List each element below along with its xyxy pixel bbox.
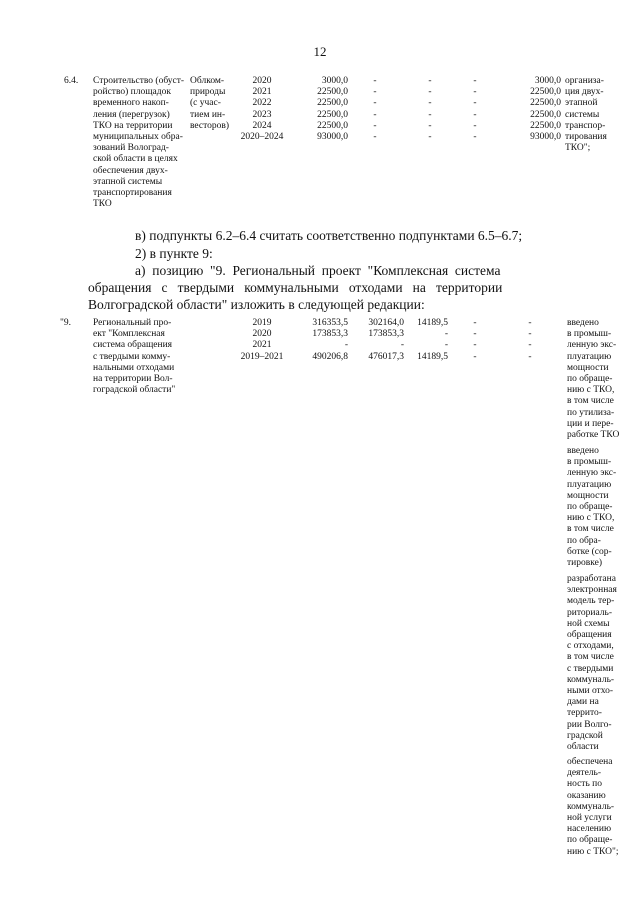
federal-cell: 476017,3 [368, 351, 404, 362]
local-cell: - [473, 351, 477, 362]
federal-cell: 173853,3 [368, 329, 404, 340]
executor-line: весторов) [190, 120, 230, 131]
result-line: нию с ТКО, [567, 385, 615, 396]
result-line: населению [567, 824, 612, 835]
result-line: ленную экс- [567, 468, 617, 479]
year-cell: 2020 [252, 329, 272, 340]
instruction-a-line3: Волгоградской области" изложить в следующей редакции: [88, 297, 425, 312]
row-9-regional [408, 318, 448, 363]
local-cell: - [473, 318, 477, 328]
result-line: организа- [565, 76, 604, 86]
total-cell: 22500,0 [317, 98, 348, 109]
result-line: области [567, 742, 599, 753]
row-6-4-years [236, 76, 288, 143]
executor-line: Облком- [190, 76, 225, 86]
result-line: ной схемы [567, 618, 610, 629]
total-cell: 173853,3 [312, 329, 348, 340]
result-line: ной услуги [567, 813, 612, 824]
name-line: нальными отходами [93, 362, 175, 373]
name-line: временного накоп- [93, 98, 169, 109]
row-6-4-executor [190, 76, 235, 132]
name-line: на территории Вол- [93, 374, 173, 385]
name-line: транспортирования [93, 188, 172, 199]
total-cell: 22500,0 [317, 120, 348, 131]
row-9-result-3 [567, 574, 623, 753]
total-cell: 22500,0 [317, 87, 348, 98]
name-line: Региональный про- [93, 318, 172, 328]
result-line: нию с ТКО"; [567, 846, 619, 857]
row-6-4-total [292, 76, 348, 143]
federal-cell: - [373, 87, 377, 98]
result-line: введено [567, 318, 599, 328]
local-cell: - [473, 120, 477, 131]
name-line: система обращения [93, 340, 173, 351]
federal-cell: - [373, 132, 377, 143]
regional-cell: 14189,5 [417, 351, 448, 362]
row-6-4-federal [360, 76, 390, 143]
local-cell: - [473, 76, 477, 86]
year-cell: 2021 [252, 340, 272, 351]
year-cell: 2019 [252, 318, 272, 328]
total-cell: 22500,0 [317, 109, 348, 120]
result-line: этапной [565, 98, 598, 109]
result-line: ТКО"; [565, 143, 591, 154]
total-cell: 490206,8 [312, 351, 348, 362]
name-line: ект "Комплексная [93, 329, 165, 340]
name-line: Строительство (обуст- [93, 76, 185, 86]
name-line: с твердыми комму- [93, 351, 171, 362]
federal-cell: - [373, 76, 377, 86]
row-9-federal [352, 318, 404, 363]
row-9-extra [515, 318, 545, 363]
result-line: ции и пере- [567, 418, 614, 429]
result-line: коммуналь- [567, 801, 615, 812]
result-line: обращения [567, 630, 612, 641]
federal-cell: - [373, 120, 377, 131]
result-line: оказанию [567, 790, 606, 801]
result-line: по обраще- [567, 374, 613, 385]
result-line: мощности [567, 490, 609, 501]
regional-cell: 14189,5 [417, 318, 448, 328]
result-line: в промыш- [567, 457, 612, 468]
total-cell: 316353,5 [312, 318, 348, 328]
result-line: с отходами, [567, 641, 614, 652]
result-line: по обраще- [567, 835, 613, 846]
regional-cell: - [428, 76, 432, 86]
total-cell: 3000,0 [321, 76, 348, 86]
result-line: тирования [565, 132, 607, 143]
extra-cell: 22500,0 [530, 120, 561, 131]
regional-cell: - [444, 329, 448, 340]
result-line: мощности [567, 362, 609, 373]
result-line: системы [565, 109, 600, 120]
year-cell: 2023 [252, 109, 272, 120]
result-line: в том числе [567, 524, 614, 535]
result-line: градской [567, 730, 603, 741]
executor-line: природы [190, 87, 226, 98]
total-cell: 93000,0 [317, 132, 348, 143]
result-line: ными отхо- [567, 686, 614, 697]
name-line: обеспечения двух- [93, 165, 168, 176]
year-cell: 2020 [252, 76, 272, 86]
regional-cell: - [444, 340, 448, 351]
local-cell: - [473, 340, 477, 351]
year-cell: 2021 [252, 87, 272, 98]
extra-cell: 22500,0 [530, 109, 561, 120]
result-line: по обраще- [567, 502, 613, 513]
row-6-4-name [93, 76, 189, 210]
result-line: деятель- [567, 768, 602, 779]
result-line: в промыш- [567, 329, 612, 340]
name-line: этапной системы [93, 176, 163, 187]
result-line: дами на [567, 697, 599, 708]
result-line: в том числе [567, 396, 614, 407]
result-line: нию с ТКО, [567, 513, 615, 524]
result-line: по обра- [567, 535, 601, 546]
year-cell: 2024 [252, 120, 272, 131]
row-9-result-4 [567, 757, 623, 858]
extra-cell: 22500,0 [530, 98, 561, 109]
result-line: плуатацию [567, 479, 612, 490]
result-line: электронная [567, 585, 617, 596]
extra-cell: - [528, 318, 532, 328]
row-6-4-extra [505, 76, 561, 143]
row-9-total [292, 318, 348, 363]
local-cell: - [473, 329, 477, 340]
extra-cell: 22500,0 [530, 87, 561, 98]
result-line: ленную экс- [567, 340, 617, 351]
row-6-4-regional [415, 76, 445, 143]
result-line: по утилиза- [567, 407, 615, 418]
extra-cell: - [528, 340, 532, 351]
regional-cell: - [428, 109, 432, 120]
name-line: ТКО [93, 199, 112, 210]
executor-line: (с учас- [190, 98, 221, 109]
regional-cell: - [428, 98, 432, 109]
row-6-4-result [565, 76, 620, 154]
instruction-a-line1: а) позицию "9. Региональный проект "Комплексная система [135, 263, 501, 278]
result-line: риториаль- [567, 607, 612, 618]
regional-cell: - [428, 87, 432, 98]
name-line: зований Волоград- [93, 143, 169, 154]
local-cell: - [473, 87, 477, 98]
result-line: террито- [567, 708, 602, 719]
result-line: рии Волго- [567, 719, 612, 730]
extra-cell: 3000,0 [534, 76, 561, 86]
row-6-4-number: 6.4. [64, 76, 79, 86]
extra-cell: - [528, 351, 532, 362]
row-9-name [93, 318, 193, 396]
local-cell: - [473, 98, 477, 109]
result-line: модель тер- [567, 596, 615, 607]
name-line: гоградской области" [93, 385, 176, 396]
total-cell: - [344, 340, 348, 351]
result-line: работке ТКО [567, 430, 620, 441]
page-number: 12 [313, 44, 327, 59]
federal-cell: - [373, 109, 377, 120]
name-line: муниципальных обра- [93, 132, 183, 143]
result-line: коммуналь- [567, 674, 615, 685]
year-cell: 2019–2021 [240, 351, 284, 362]
instruction-v: в) подпункты 6.2–6.4 считать соответственно подпунктами 6.5–6.7; [135, 228, 523, 243]
year-cell: 2020–2024 [240, 132, 284, 143]
result-line: транспор- [565, 120, 606, 131]
result-line: ция двух- [565, 87, 604, 98]
result-line: плуатацию [567, 351, 612, 362]
result-line: обеспечена [567, 757, 613, 767]
name-line: ТКО на территории [93, 120, 173, 131]
result-line: ность по [567, 779, 602, 790]
row-6-4-local [460, 76, 490, 143]
federal-cell: 302164,0 [368, 318, 404, 328]
year-cell: 2022 [252, 98, 272, 109]
extra-cell: - [528, 329, 532, 340]
name-line: ройство) площадок [93, 87, 171, 98]
regional-cell: - [428, 120, 432, 131]
regional-cell: - [428, 132, 432, 143]
result-line: тировке) [567, 558, 602, 569]
row-9-result-2 [567, 446, 623, 569]
instruction-a-line2: обращения с твердыми коммунальными отходами на территории [88, 280, 503, 295]
row-9-number: "9. [60, 318, 72, 328]
result-line: в том числе [567, 652, 614, 663]
result-line: с твердыми [567, 663, 614, 674]
name-line: ской области в целях [93, 154, 178, 165]
instruction-2: 2) в пункте 9: [135, 246, 213, 261]
federal-cell: - [373, 98, 377, 109]
row-9-result-1 [567, 318, 623, 441]
extra-cell: 93000,0 [530, 132, 561, 143]
result-line: разработана [567, 574, 616, 584]
federal-cell: - [400, 340, 404, 351]
row-9-local [460, 318, 490, 363]
row-9-years [236, 318, 288, 363]
result-line: введено [567, 446, 599, 456]
local-cell: - [473, 132, 477, 143]
executor-line: тием ин- [190, 109, 226, 120]
local-cell: - [473, 109, 477, 120]
result-line: ботке (сор- [567, 546, 612, 557]
name-line: ления (перегрузок) [93, 109, 170, 120]
